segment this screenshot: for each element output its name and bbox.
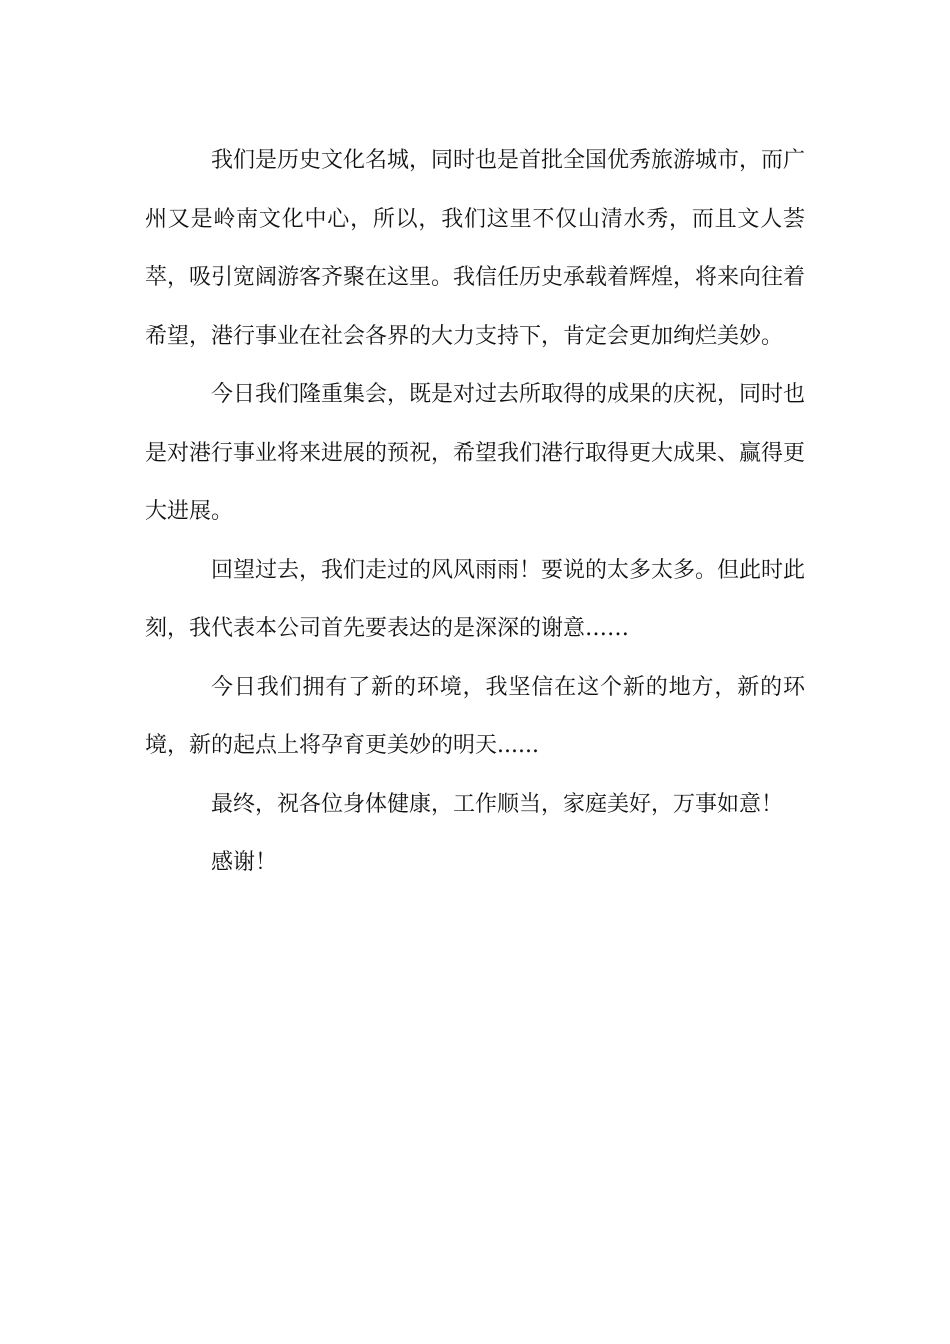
- document-body: [145, 132, 805, 893]
- paragraph-new-environment: 今日我们拥有了新的环境，我坚信在这个新的地方，新的环境，新的起点上将孕育更美妙的明天......: [145, 674, 805, 758]
- paragraph-thanks: 感谢！: [211, 850, 278, 875]
- paragraph-city-intro: 我们是历史文化名城，同时也是首批全国优秀旅游城市，而广州又是岭南文化中心，所以，我们这里不仅山清水秀，而且文人荟萃，吸引宽阔游客齐聚在这里。我信任历史承载着辉煌，将来向往着希望，港行事业在社会各界的大力支持下，肯定会更加绚烂美妙。: [145, 148, 806, 349]
- paragraph-looking-back: 回望过去，我们走过的风风雨雨！要说的太多太多。但此时此刻，我代表本公司首先要表达的是深深的谢意……: [145, 557, 806, 641]
- paragraph-blessing: 最终，祝各位身体健康，工作顺当，家庭美好，万事如意！: [211, 791, 784, 817]
- paragraph-celebration: 今日我们隆重集会，既是对过去所取得的成果的庆祝，同时也是对港行事业将来进展的预祝，希望我们港行取得更大成果、赢得更大进展。: [145, 382, 806, 524]
